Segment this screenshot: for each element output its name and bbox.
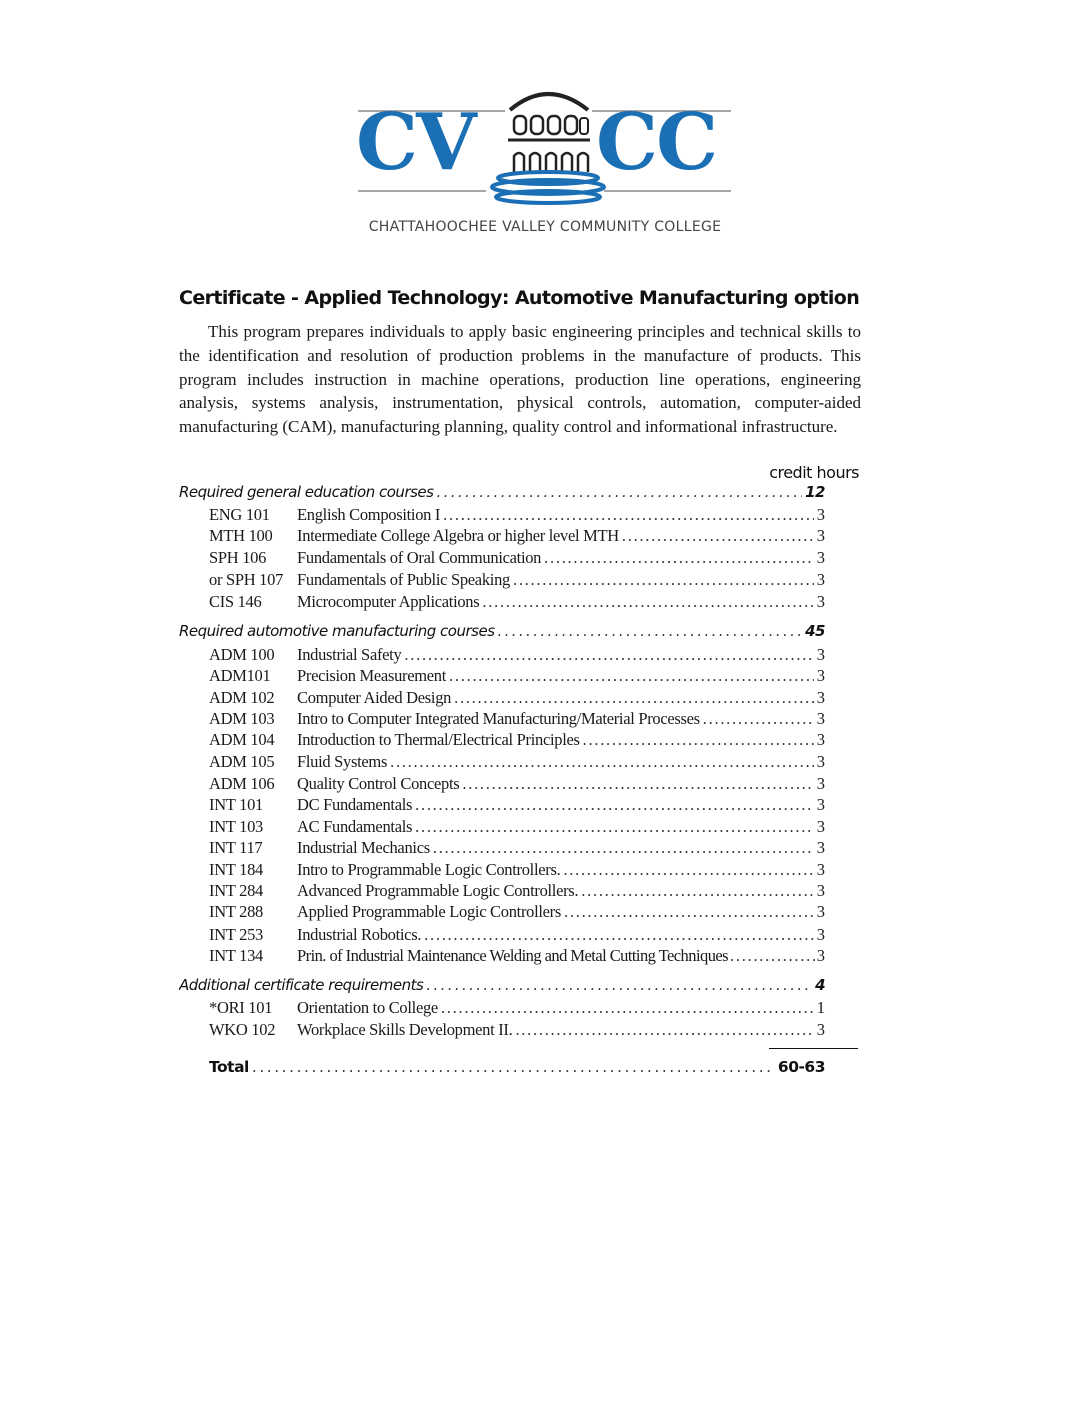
- course-code: ADM 100: [209, 645, 275, 664]
- course-row: [209, 592, 825, 614]
- course-row: [209, 925, 825, 947]
- section-heading-general-education: [179, 483, 825, 505]
- dot-leader: [433, 838, 814, 858]
- course-title: Orientation to College: [297, 998, 438, 1017]
- course-title: Industrial Mechanics: [297, 838, 430, 857]
- section-hours: 4: [815, 976, 825, 994]
- course-title: Fluid Systems: [297, 752, 388, 771]
- course-hours: 3: [816, 946, 825, 965]
- course-row: [209, 817, 825, 839]
- course-code: INT 134: [209, 946, 263, 965]
- dot-leader: [498, 622, 803, 640]
- dot-leader: [513, 570, 814, 590]
- course-title: Prin. of Industrial Maintenance Welding and Metal Cutting Techniques: [297, 946, 729, 965]
- course-code: WKO 102: [209, 1020, 276, 1039]
- course-hours: 3: [816, 902, 825, 921]
- course-code: INT 103: [209, 817, 263, 836]
- logo-letters-right: CC: [596, 97, 717, 188]
- course-code: SPH 106: [209, 548, 267, 567]
- dot-leader: [581, 881, 813, 901]
- section-hours: 45: [805, 622, 825, 640]
- dot-leader: [703, 709, 814, 729]
- dot-leader: [449, 666, 814, 686]
- total-label: Total: [209, 1058, 249, 1076]
- course-title: Computer Aided Design: [297, 688, 452, 707]
- dot-leader: [462, 774, 813, 794]
- course-row: [209, 730, 825, 752]
- course-code: or SPH 107: [209, 570, 284, 589]
- course-title: AC Fundamentals: [297, 817, 413, 836]
- course-code: INT 288: [209, 902, 263, 921]
- course-code: CIS 146: [209, 592, 262, 611]
- dot-leader: [424, 925, 814, 945]
- course-hours: 3: [816, 860, 825, 879]
- course-title: Intro to Programmable Logic Controllers.: [297, 860, 561, 879]
- dot-leader: [426, 976, 812, 994]
- dot-leader: [390, 752, 814, 772]
- total-row: [209, 1058, 825, 1080]
- college-name: CHATTAHOOCHEE VALLEY COMMUNITY COLLEGE: [368, 219, 722, 235]
- dot-leader: [563, 860, 813, 880]
- course-code: INT 253: [209, 925, 263, 944]
- course-hours: 3: [816, 505, 825, 524]
- dot-leader: [415, 795, 814, 815]
- dot-leader: [441, 998, 814, 1018]
- course-title: Workplace Skills Development II.: [297, 1020, 513, 1039]
- course-title: Applied Programmable Logic Controllers: [297, 902, 562, 921]
- course-title: Microcomputer Applications: [297, 592, 480, 611]
- course-row: [209, 752, 825, 774]
- course-code: ADM 102: [209, 688, 275, 707]
- dot-leader: [454, 688, 814, 708]
- section-heading-automotive-manufacturing: [179, 622, 825, 644]
- dot-leader: [622, 526, 814, 546]
- course-row: [209, 860, 825, 882]
- credit-hours-header: credit hours: [769, 463, 859, 482]
- course-code: ENG 101: [209, 505, 270, 524]
- course-code: ADM 105: [209, 752, 275, 771]
- course-row: [209, 709, 825, 731]
- course-code: ADM101: [209, 666, 271, 685]
- course-code: ADM 106: [209, 774, 275, 793]
- dot-leader: [564, 902, 814, 922]
- course-code: *ORI 101: [209, 998, 273, 1017]
- course-title: Quality Control Concepts: [297, 774, 460, 793]
- course-hours: 3: [816, 592, 825, 611]
- course-hours: 3: [816, 752, 825, 771]
- course-hours: 3: [816, 666, 825, 685]
- course-title: Intro to Computer Integrated Manufacturing/Material Processes: [297, 709, 700, 728]
- course-hours: 3: [816, 774, 825, 793]
- course-row: [209, 666, 825, 688]
- course-hours: 3: [816, 548, 825, 567]
- section-title: Additional certificate requirements: [179, 976, 424, 994]
- dot-leader: [730, 946, 815, 966]
- course-title: Industrial Robotics.: [297, 925, 422, 944]
- course-row: [209, 946, 825, 968]
- course-title: Industrial Safety: [297, 645, 402, 664]
- section-heading-additional-requirements: [179, 976, 825, 998]
- course-hours: 3: [816, 925, 825, 944]
- course-title: English Composition I: [297, 505, 441, 524]
- logo-letters-left: CV: [356, 97, 475, 188]
- course-row: [209, 1020, 825, 1042]
- course-hours: 3: [816, 838, 825, 857]
- course-row: [209, 645, 825, 667]
- section-hours: 12: [805, 483, 825, 501]
- course-hours: 1: [816, 998, 825, 1017]
- course-row: [209, 998, 825, 1020]
- course-row: [209, 505, 825, 527]
- course-row: [209, 795, 825, 817]
- dot-leader: [252, 1058, 775, 1076]
- course-row: [209, 902, 825, 924]
- course-hours: 3: [816, 817, 825, 836]
- course-hours: 3: [816, 881, 825, 900]
- course-hours: 3: [816, 645, 825, 664]
- dot-leader: [515, 1020, 813, 1040]
- course-code: INT 284: [209, 881, 263, 900]
- course-title: Fundamentals of Public Speaking: [297, 570, 510, 589]
- total-rule: [769, 1048, 858, 1049]
- dot-leader: [404, 645, 813, 665]
- course-row: [209, 570, 825, 592]
- course-hours: 3: [816, 570, 825, 589]
- course-hours: 3: [816, 688, 825, 707]
- dot-leader: [544, 548, 814, 568]
- course-title: DC Fundamentals: [297, 795, 413, 814]
- course-code: MTH 100: [209, 526, 273, 545]
- dot-leader: [583, 730, 814, 750]
- course-row: [209, 838, 825, 860]
- section-title: Required automotive manufacturing courses: [179, 622, 495, 640]
- course-code: INT 184: [209, 860, 263, 879]
- course-code: INT 101: [209, 795, 263, 814]
- dot-leader: [415, 817, 814, 837]
- course-title: Advanced Programmable Logic Controllers.: [297, 881, 579, 900]
- course-hours: 3: [816, 1020, 825, 1039]
- course-code: ADM 103: [209, 709, 275, 728]
- course-code: ADM 104: [209, 730, 275, 749]
- course-hours: 3: [816, 709, 825, 728]
- page-title: Certificate - Applied Technology: Automotive Manufacturing option: [179, 287, 860, 309]
- course-row: [209, 881, 825, 903]
- course-hours: 3: [816, 526, 825, 545]
- course-title: Intermediate College Algebra or higher level MTH: [297, 526, 619, 545]
- section-title: Required general education courses: [179, 483, 434, 501]
- dot-leader: [443, 505, 814, 525]
- dot-leader: [436, 483, 802, 501]
- course-title: Precision Measurement: [297, 666, 447, 685]
- course-hours: 3: [816, 795, 825, 814]
- program-description: This program prepares individuals to apply basic engineering principles and technical skills to the identification and resolution of production problems in the manufacture of products. This program includes instruction in machine operations, production line operations, engineering analysis, systems analysis, instrumentation, physical controls, automation, computer-aided manufacturing (CAM), manufacturing planning, quality control and informational infrastructure.: [179, 322, 861, 437]
- course-row: [209, 774, 825, 796]
- course-code: INT 117: [209, 838, 263, 857]
- course-row: [209, 526, 825, 548]
- college-logo: [0, 0, 1088, 260]
- course-hours: 3: [816, 730, 825, 749]
- course-row: [209, 548, 825, 570]
- dot-leader: [482, 592, 813, 612]
- course-row: [209, 688, 825, 710]
- total-hours: 60-63: [777, 1058, 825, 1076]
- course-title: Introduction to Thermal/Electrical Principles: [297, 730, 580, 749]
- course-title: Fundamentals of Oral Communication: [297, 548, 542, 567]
